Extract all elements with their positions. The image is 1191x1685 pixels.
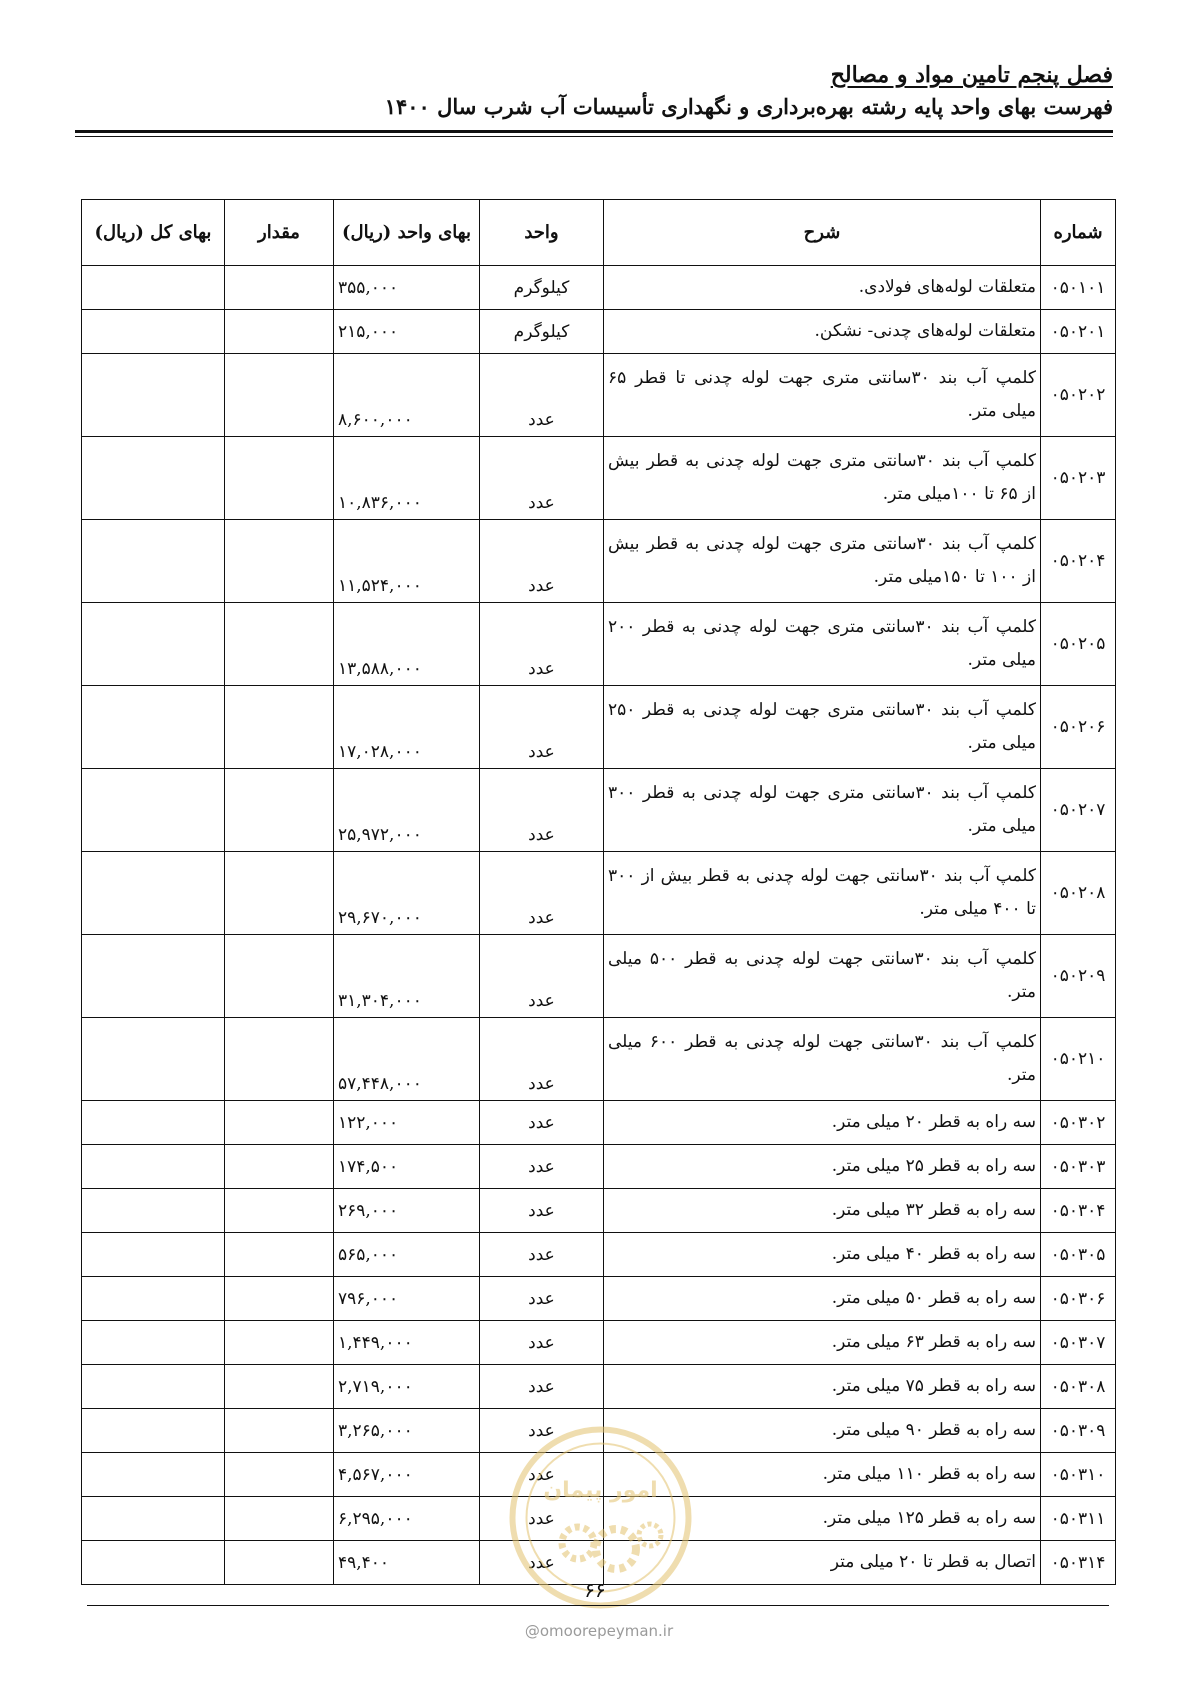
cell-total-price	[82, 1497, 225, 1541]
cell-description: سه راه به قطر ۵۰ میلی متر.	[604, 1277, 1041, 1321]
cell-unit: عدد	[480, 1321, 604, 1365]
cell-quantity	[225, 1365, 334, 1409]
cell-description: سه راه به قطر ۴۰ میلی متر.	[604, 1233, 1041, 1277]
cell-quantity	[225, 852, 334, 935]
cell-unit: عدد	[480, 1101, 604, 1145]
cell-quantity	[225, 310, 334, 354]
cell-unit-price: ۲۹,۶۷۰,۰۰۰	[334, 852, 480, 935]
footer-rule	[87, 1605, 1109, 1606]
cell-total-price	[82, 1101, 225, 1145]
cell-unit: عدد	[480, 1541, 604, 1585]
cell-total-price	[82, 1409, 225, 1453]
cell-unit: عدد	[480, 1409, 604, 1453]
cell-quantity	[225, 520, 334, 603]
cell-description: کلمپ آب بند ۳۰سانتی جهت لوله چدنی به قطر ۶۰۰ میلی متر.	[604, 1018, 1041, 1101]
header-rule-thin	[75, 136, 1113, 137]
table-row	[82, 603, 1116, 686]
cell-unit: عدد	[480, 1365, 604, 1409]
cell-unit-price: ۱۷۴,۵۰۰	[334, 1145, 480, 1189]
cell-unit-price: ۴۹,۴۰۰	[334, 1541, 480, 1585]
cell-description: متعلقات لوله‌های چدنی- نشکن.	[604, 310, 1041, 354]
cell-total-price	[82, 1541, 225, 1585]
table-row	[82, 310, 1116, 354]
cell-description: سه راه به قطر ۷۵ میلی متر.	[604, 1365, 1041, 1409]
cell-unit: عدد	[480, 769, 604, 852]
cell-quantity	[225, 1145, 334, 1189]
cell-unit-price: ۴,۵۶۷,۰۰۰	[334, 1453, 480, 1497]
cell-total-price	[82, 1321, 225, 1365]
cell-unit: عدد	[480, 437, 604, 520]
document-subtitle: فهرست بهای واحد پایه رشته بهره‌برداری و نگهداری تأسیسات آب شرب سال ۱۴۰۰	[384, 94, 1113, 119]
table-row	[82, 935, 1116, 1018]
cell-description: کلمپ آب بند ۳۰سانتی متری جهت لوله چدنی به قطر ۲۵۰ میلی متر.	[604, 686, 1041, 769]
cell-unit: عدد	[480, 686, 604, 769]
cell-unit-price: ۶,۲۹۵,۰۰۰	[334, 1497, 480, 1541]
cell-total-price	[82, 437, 225, 520]
cell-quantity	[225, 1189, 334, 1233]
cell-unit: عدد	[480, 520, 604, 603]
cell-unit-price: ۲۱۵,۰۰۰	[334, 310, 480, 354]
cell-unit: عدد	[480, 1453, 604, 1497]
table-row	[82, 769, 1116, 852]
cell-description: سه راه به قطر ۱۱۰ میلی متر.	[604, 1453, 1041, 1497]
cell-description: سه راه به قطر ۱۲۵ میلی متر.	[604, 1497, 1041, 1541]
cell-total-price	[82, 1277, 225, 1321]
cell-code: ۰۵۰۳۰۵	[1041, 1233, 1116, 1277]
cell-unit-price: ۳۵۵,۰۰۰	[334, 266, 480, 310]
chapter-title: فصل پنجم تامین مواد و مصالح	[830, 62, 1113, 88]
cell-description: سه راه به قطر ۳۲ میلی متر.	[604, 1189, 1041, 1233]
table-row	[82, 354, 1116, 437]
cell-code: ۰۵۰۳۰۶	[1041, 1277, 1116, 1321]
cell-quantity	[225, 1233, 334, 1277]
column-header-quantity: مقدار	[225, 200, 334, 266]
column-header-unit: واحد	[480, 200, 604, 266]
table-row	[82, 520, 1116, 603]
cell-unit: عدد	[480, 603, 604, 686]
page-number: ۶۶	[584, 1578, 606, 1602]
table-row	[82, 1277, 1116, 1321]
cell-total-price	[82, 603, 225, 686]
cell-unit-price: ۲۶۹,۰۰۰	[334, 1189, 480, 1233]
cell-unit: عدد	[480, 1277, 604, 1321]
cell-description: کلمپ آب بند ۳۰سانتی متری جهت لوله چدنی به قطر ۲۰۰ میلی متر.	[604, 603, 1041, 686]
cell-description: سه راه به قطر ۲۰ میلی متر.	[604, 1101, 1041, 1145]
cell-unit-price: ۵۷,۴۴۸,۰۰۰	[334, 1018, 480, 1101]
table-row	[82, 852, 1116, 935]
table-row	[82, 1189, 1116, 1233]
cell-unit-price: ۱,۴۴۹,۰۰۰	[334, 1321, 480, 1365]
cell-quantity	[225, 1409, 334, 1453]
cell-quantity	[225, 686, 334, 769]
table-row	[82, 1233, 1116, 1277]
table-row	[82, 686, 1116, 769]
cell-description: کلمپ آب بند ۳۰سانتی متری جهت لوله چدنی به قطر ۳۰۰ میلی متر.	[604, 769, 1041, 852]
page-header	[75, 60, 1113, 124]
cell-quantity	[225, 1018, 334, 1101]
cell-total-price	[82, 1233, 225, 1277]
cell-total-price	[82, 1145, 225, 1189]
table-row	[82, 1101, 1116, 1145]
cell-code: ۰۵۰۲۰۲	[1041, 354, 1116, 437]
table-row	[82, 437, 1116, 520]
cell-unit-price: ۵۶۵,۰۰۰	[334, 1233, 480, 1277]
cell-unit-price: ۷۹۶,۰۰۰	[334, 1277, 480, 1321]
cell-code: ۰۵۰۲۰۱	[1041, 310, 1116, 354]
column-header-description: شرح	[604, 200, 1041, 266]
cell-quantity	[225, 1541, 334, 1585]
cell-unit: عدد	[480, 1497, 604, 1541]
table-row	[82, 1018, 1116, 1101]
cell-unit-price: ۸,۶۰۰,۰۰۰	[334, 354, 480, 437]
cell-code: ۰۵۰۲۰۴	[1041, 520, 1116, 603]
cell-code: ۰۵۰۲۰۹	[1041, 935, 1116, 1018]
cell-code: ۰۵۰۳۰۷	[1041, 1321, 1116, 1365]
cell-unit: عدد	[480, 1189, 604, 1233]
cell-total-price	[82, 1018, 225, 1101]
cell-unit: عدد	[480, 935, 604, 1018]
cell-unit-price: ۱۷,۰۲۸,۰۰۰	[334, 686, 480, 769]
cell-quantity	[225, 1101, 334, 1145]
cell-quantity	[225, 1321, 334, 1365]
cell-total-price	[82, 1189, 225, 1233]
cell-code: ۰۵۰۳۰۲	[1041, 1101, 1116, 1145]
seal-text: امور پیمان	[543, 1478, 658, 1503]
cell-code: ۰۵۰۳۰۹	[1041, 1409, 1116, 1453]
cell-total-price	[82, 769, 225, 852]
cell-quantity	[225, 266, 334, 310]
table-row	[82, 1321, 1116, 1365]
cell-total-price	[82, 354, 225, 437]
cell-description: کلمپ آب بند ۳۰سانتی متری جهت لوله چدنی تا قطر ۶۵ میلی متر.	[604, 354, 1041, 437]
cell-total-price	[82, 266, 225, 310]
cell-code: ۰۵۰۲۰۷	[1041, 769, 1116, 852]
cell-description: سه راه به قطر ۶۳ میلی متر.	[604, 1321, 1041, 1365]
table-header-row	[82, 200, 1116, 266]
cell-total-price	[82, 852, 225, 935]
column-header-code: شماره	[1041, 200, 1116, 266]
cell-code: ۰۵۰۲۱۰	[1041, 1018, 1116, 1101]
cell-unit-price: ۱۳,۵۸۸,۰۰۰	[334, 603, 480, 686]
cell-code: ۰۵۰۳۱۰	[1041, 1453, 1116, 1497]
cell-quantity	[225, 354, 334, 437]
cell-unit-price: ۲,۷۱۹,۰۰۰	[334, 1365, 480, 1409]
cell-description: کلمپ آب بند ۳۰سانتی متری جهت لوله چدنی به قطر بیش از ۶۵ تا ۱۰۰میلی متر.	[604, 437, 1041, 520]
column-header-unit-price: بهای واحد (ریال)	[334, 200, 480, 266]
cell-unit: عدد	[480, 1018, 604, 1101]
cell-description: کلمپ آب بند ۳۰سانتی متری جهت لوله چدنی به قطر بیش از ۱۰۰ تا ۱۵۰میلی متر.	[604, 520, 1041, 603]
cell-total-price	[82, 310, 225, 354]
cell-total-price	[82, 1453, 225, 1497]
price-list-table	[81, 199, 1116, 1585]
table-row	[82, 1365, 1116, 1409]
cell-code: ۰۵۰۲۰۶	[1041, 686, 1116, 769]
cell-code: ۰۵۰۱۰۱	[1041, 266, 1116, 310]
cell-description: متعلقات لوله‌های فولادی.	[604, 266, 1041, 310]
cell-unit: عدد	[480, 852, 604, 935]
cell-description: کلمپ آب بند ۳۰سانتی جهت لوله چدنی به قطر ۵۰۰ میلی متر.	[604, 935, 1041, 1018]
cell-unit-price: ۲۵,۹۷۲,۰۰۰	[334, 769, 480, 852]
cell-code: ۰۵۰۳۰۳	[1041, 1145, 1116, 1189]
cell-code: ۰۵۰۲۰۵	[1041, 603, 1116, 686]
cell-quantity	[225, 1497, 334, 1541]
table-row	[82, 266, 1116, 310]
cell-total-price	[82, 520, 225, 603]
cell-total-price	[82, 686, 225, 769]
cell-code: ۰۵۰۲۰۳	[1041, 437, 1116, 520]
cell-unit-price: ۱۰,۸۳۶,۰۰۰	[334, 437, 480, 520]
cell-quantity	[225, 769, 334, 852]
cell-code: ۰۵۰۲۰۸	[1041, 852, 1116, 935]
table-row	[82, 1145, 1116, 1189]
column-header-total-price: بهای کل (ریال)	[82, 200, 225, 266]
cell-description: اتصال به قطر تا ۲۰ میلی متر	[604, 1541, 1041, 1585]
cell-unit-price: ۳۱,۳۰۴,۰۰۰	[334, 935, 480, 1018]
cell-unit: عدد	[480, 1233, 604, 1277]
cell-unit-price: ۳,۲۶۵,۰۰۰	[334, 1409, 480, 1453]
cell-unit: عدد	[480, 1145, 604, 1189]
cell-unit: کیلوگرم	[480, 310, 604, 354]
cell-description: سه راه به قطر ۲۵ میلی متر.	[604, 1145, 1041, 1189]
cell-quantity	[225, 603, 334, 686]
cell-unit-price: ۱۲۲,۰۰۰	[334, 1101, 480, 1145]
cell-unit-price: ۱۱,۵۲۴,۰۰۰	[334, 520, 480, 603]
cell-code: ۰۵۰۳۱۱	[1041, 1497, 1116, 1541]
header-rule-thick	[75, 130, 1113, 133]
cell-description: سه راه به قطر ۹۰ میلی متر.	[604, 1409, 1041, 1453]
cell-code: ۰۵۰۳۰۴	[1041, 1189, 1116, 1233]
cell-unit: عدد	[480, 354, 604, 437]
cell-quantity	[225, 1277, 334, 1321]
cell-code: ۰۵۰۳۰۸	[1041, 1365, 1116, 1409]
cell-description: کلمپ آب بند ۳۰سانتی جهت لوله چدنی به قطر بیش از ۳۰۰ تا ۴۰۰ میلی متر.	[604, 852, 1041, 935]
cell-quantity	[225, 1453, 334, 1497]
cell-unit: کیلوگرم	[480, 266, 604, 310]
cell-code: ۰۵۰۳۱۴	[1041, 1541, 1116, 1585]
cell-total-price	[82, 935, 225, 1018]
cell-total-price	[82, 1365, 225, 1409]
cell-quantity	[225, 935, 334, 1018]
website-watermark: @omoorepeyman.ir	[524, 1622, 674, 1640]
cell-quantity	[225, 437, 334, 520]
